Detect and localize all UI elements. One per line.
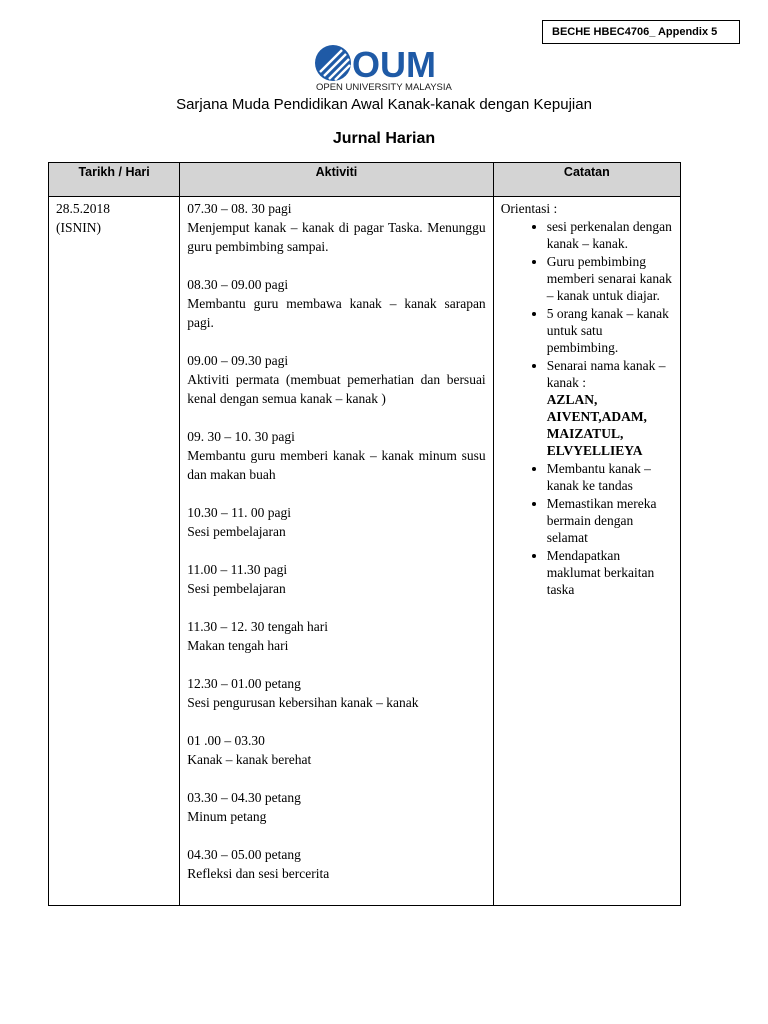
journal-table bbox=[48, 162, 681, 906]
activity-time: 04.30 – 05.00 petang bbox=[187, 847, 301, 862]
table-header-row bbox=[49, 163, 681, 197]
activity-text: Sesi pembelajaran bbox=[187, 581, 286, 596]
header-activity: Aktiviti bbox=[180, 163, 493, 197]
activity-text: Sesi pengurusan kebersihan kanak – kanak bbox=[187, 695, 419, 710]
list-item: • 5 orang kanak – kanak untuk satu pembimbing. bbox=[547, 305, 673, 356]
names-label: Senarai nama kanak – kanak : bbox=[546, 358, 666, 390]
activity-time: 09.00 – 09.30 pagi bbox=[187, 353, 289, 368]
activity-text: Menjemput kanak – kanak di pagar Taska. Menunggu guru pembimbing sampai. bbox=[187, 220, 486, 254]
list-item: • Memastikan mereka bermain dengan selamat bbox=[547, 495, 673, 546]
appendix-label: BECHE HBEC4706_ Appendix 5 bbox=[542, 20, 740, 44]
activity-text: Membantu guru memberi kanak – kanak minum susu dan makan buah bbox=[187, 448, 486, 482]
activity-text: Refleksi dan sesi bercerita bbox=[187, 866, 330, 881]
activity-time: 12.30 – 01.00 petang bbox=[187, 676, 301, 691]
header-date: Tarikh / Hari bbox=[49, 163, 180, 197]
activity-text: Membantu guru membawa kanak – kanak sarapan pagi. bbox=[187, 296, 486, 330]
activity-time: 01 .00 – 03.30 bbox=[187, 733, 265, 748]
logo-wordmark: OUM bbox=[352, 44, 436, 85]
activity-text: Kanak – kanak berehat bbox=[187, 752, 312, 767]
activity-time: 08.30 – 09.00 pagi bbox=[187, 277, 289, 292]
activity-item bbox=[187, 731, 485, 769]
list-item: • Mendapatkan maklumat berkaitan taska bbox=[547, 547, 673, 598]
activity-item bbox=[187, 275, 485, 332]
activity-text: Aktiviti permata (membuat pemerhatian dan bersuai kenal dengan semua kanak – kanak ) bbox=[187, 372, 486, 406]
page-title: Jurnal Harian bbox=[332, 130, 436, 147]
activity-item bbox=[187, 427, 485, 484]
header-notes: Catatan bbox=[493, 163, 680, 197]
notes-list bbox=[501, 218, 673, 598]
activity-time: 11.30 – 12. 30 tengah hari bbox=[187, 619, 329, 634]
activity-item bbox=[187, 674, 485, 712]
activity-item bbox=[187, 617, 485, 655]
activity-text: Minum petang bbox=[187, 809, 267, 824]
activity-text: Sesi pembelajaran bbox=[187, 524, 286, 539]
activity-time: 07.30 – 08. 30 pagi bbox=[187, 201, 292, 216]
notes-cell bbox=[493, 197, 680, 906]
program-title: Sarjana Muda Pendidikan Awal Kanak-kanak dengan Kepujian bbox=[176, 96, 592, 113]
list-item: • sesi perkenalan dengan kanak – kanak. bbox=[547, 218, 673, 252]
activity-item bbox=[187, 788, 485, 826]
activity-time: 10.30 – 11. 00 pagi bbox=[187, 505, 291, 520]
date-value: 28.5.2018 bbox=[56, 201, 110, 216]
activity-item bbox=[187, 199, 485, 256]
day-value: (ISNIN) bbox=[56, 220, 101, 235]
activity-item bbox=[187, 560, 485, 598]
activity-text: Makan tengah hari bbox=[187, 638, 289, 653]
activity-time: 03.30 – 04.30 petang bbox=[187, 790, 301, 805]
activity-time: 11.00 – 11.30 pagi bbox=[187, 562, 288, 577]
activity-item bbox=[187, 503, 485, 541]
activity-time: 09. 30 – 10. 30 pagi bbox=[187, 429, 295, 444]
activity-item bbox=[187, 351, 485, 408]
logo-subtitle: OPEN UNIVERSITY MALAYSIA bbox=[316, 82, 452, 93]
children-names: AZLAN, AIVENT,ADAM, MAIZATUL, ELVYELLIEYA bbox=[546, 392, 647, 458]
activity-item bbox=[187, 845, 485, 883]
activity-cell bbox=[180, 197, 493, 906]
list-item: • Guru pembimbing memberi senarai kanak – kanak untuk diajar. bbox=[547, 253, 673, 304]
table-row bbox=[49, 197, 681, 906]
list-item bbox=[547, 357, 673, 459]
date-cell bbox=[49, 197, 180, 906]
list-item: • Membantu kanak – kanak ke tandas bbox=[547, 460, 673, 494]
notes-title: Orientasi : bbox=[500, 201, 558, 216]
